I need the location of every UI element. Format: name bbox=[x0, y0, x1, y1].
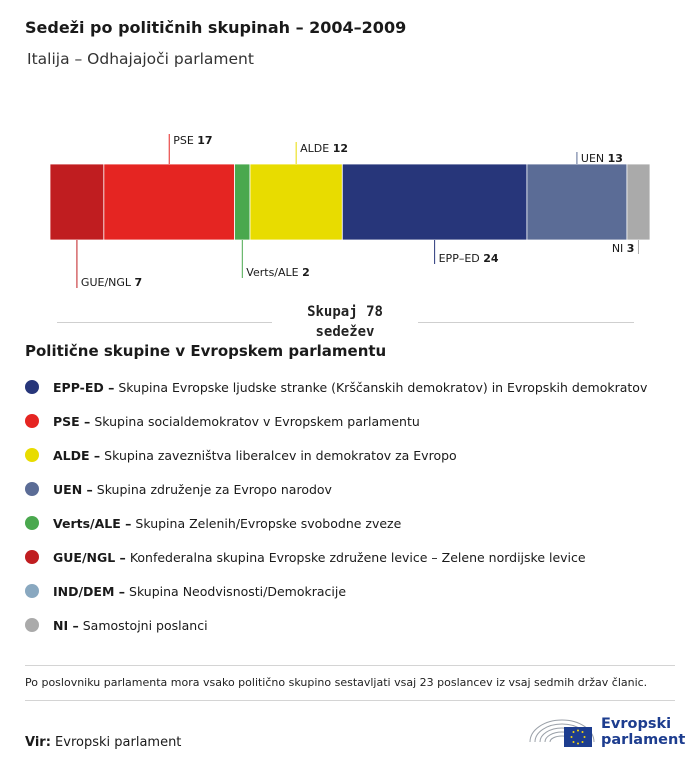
legend-dot-icon bbox=[25, 414, 39, 428]
legend-dot-icon bbox=[25, 516, 39, 530]
legend-description: Skupina Zelenih/Evropske svobodne zveze bbox=[135, 515, 402, 531]
bar-segment-verts-ale bbox=[235, 164, 250, 240]
stacked-bar-chart bbox=[0, 120, 700, 300]
bar-segment-alde bbox=[250, 164, 342, 240]
total-seats bbox=[272, 302, 418, 342]
legend-description: Skupina zavezništva liberalcev in demokratov za Evropo bbox=[104, 447, 457, 463]
legend-abbr: GUE/NGL – bbox=[53, 549, 126, 565]
chart-title: Sedeži po političnih skupinah – 2004–2009 bbox=[25, 18, 407, 37]
total-divider-right bbox=[418, 322, 634, 323]
legend-title: Politične skupine v Evropskem parlamentu bbox=[25, 342, 387, 360]
legend bbox=[25, 370, 647, 642]
bar-label-ni: NI 3 bbox=[611, 242, 635, 255]
bar-label-pse: PSE 17 bbox=[173, 134, 213, 147]
legend-description: Skupina Neodvisnosti/Demokracije bbox=[129, 583, 347, 599]
bar-segment-ni bbox=[627, 164, 650, 240]
legend-dot-icon bbox=[25, 380, 39, 394]
bar-segment-uen bbox=[527, 164, 627, 240]
legend-abbr: ALDE – bbox=[53, 447, 101, 463]
legend-item bbox=[25, 608, 647, 642]
legend-item bbox=[25, 370, 647, 404]
legend-dot-icon bbox=[25, 482, 39, 496]
separator-bottom bbox=[25, 700, 675, 701]
bar-label-gue-ngl: GUE/NGL 7 bbox=[80, 276, 143, 289]
source-value: Evropski parlament bbox=[55, 735, 182, 750]
legend-item bbox=[25, 472, 647, 506]
footnote: Po poslovniku parlamenta mora vsako politično skupino sestavljati vsaj 23 poslancev iz vsaj sedmih držav članic. bbox=[25, 676, 648, 689]
legend-abbr: UEN – bbox=[53, 481, 93, 497]
ep-logo-text bbox=[601, 716, 685, 748]
bar-segment-epp-ed bbox=[342, 164, 527, 240]
bar-label-uen: UEN 13 bbox=[580, 152, 623, 165]
legend-abbr: EPP-ED – bbox=[53, 379, 115, 395]
legend-abbr: NI – bbox=[53, 617, 79, 633]
legend-item bbox=[25, 574, 647, 608]
bar-segment-gue-ngl bbox=[50, 164, 104, 240]
total-seats-line1: Skupaj 78 bbox=[307, 304, 383, 320]
legend-description: Skupina združenje za Evropo narodov bbox=[96, 481, 332, 497]
ep-logo-line1: Evropski bbox=[601, 716, 672, 732]
legend-item bbox=[25, 404, 647, 438]
bar-label-verts-ale: Verts/ALE 2 bbox=[246, 266, 310, 279]
legend-description: Skupina Evropske ljudske stranke (Krščanskih demokratov) in Evropskih demokratov bbox=[118, 379, 648, 395]
ep-logo-line2: parlament bbox=[601, 732, 686, 748]
legend-description: Skupina socialdemokratov v Evropskem parlamentu bbox=[94, 413, 420, 429]
legend-description: Samostojni poslanci bbox=[82, 617, 208, 633]
total-divider-left bbox=[57, 322, 272, 323]
legend-abbr: PSE – bbox=[53, 413, 91, 429]
legend-item bbox=[25, 540, 647, 574]
source-label: Vir: bbox=[25, 735, 51, 750]
bar-label-epp-ed: EPP–ED 24 bbox=[438, 252, 499, 265]
legend-dot-icon bbox=[25, 584, 39, 598]
chart-subtitle: Italija – Odhajajoči parlament bbox=[27, 50, 254, 68]
separator-top bbox=[25, 665, 675, 666]
source bbox=[25, 735, 181, 750]
legend-dot-icon bbox=[25, 618, 39, 632]
legend-dot-icon bbox=[25, 448, 39, 462]
bar-label-alde: ALDE 12 bbox=[300, 142, 349, 155]
legend-dot-icon bbox=[25, 550, 39, 564]
legend-description: Konfederalna skupina Evropske združene levice – Zelene nordijske levice bbox=[129, 549, 586, 565]
legend-item bbox=[25, 506, 647, 540]
total-seats-line2: sedežev bbox=[315, 324, 375, 340]
legend-abbr: Verts/ALE – bbox=[53, 515, 132, 531]
legend-item bbox=[25, 438, 647, 472]
legend-abbr: IND/DEM – bbox=[53, 583, 126, 599]
bar-segment-pse bbox=[104, 164, 235, 240]
